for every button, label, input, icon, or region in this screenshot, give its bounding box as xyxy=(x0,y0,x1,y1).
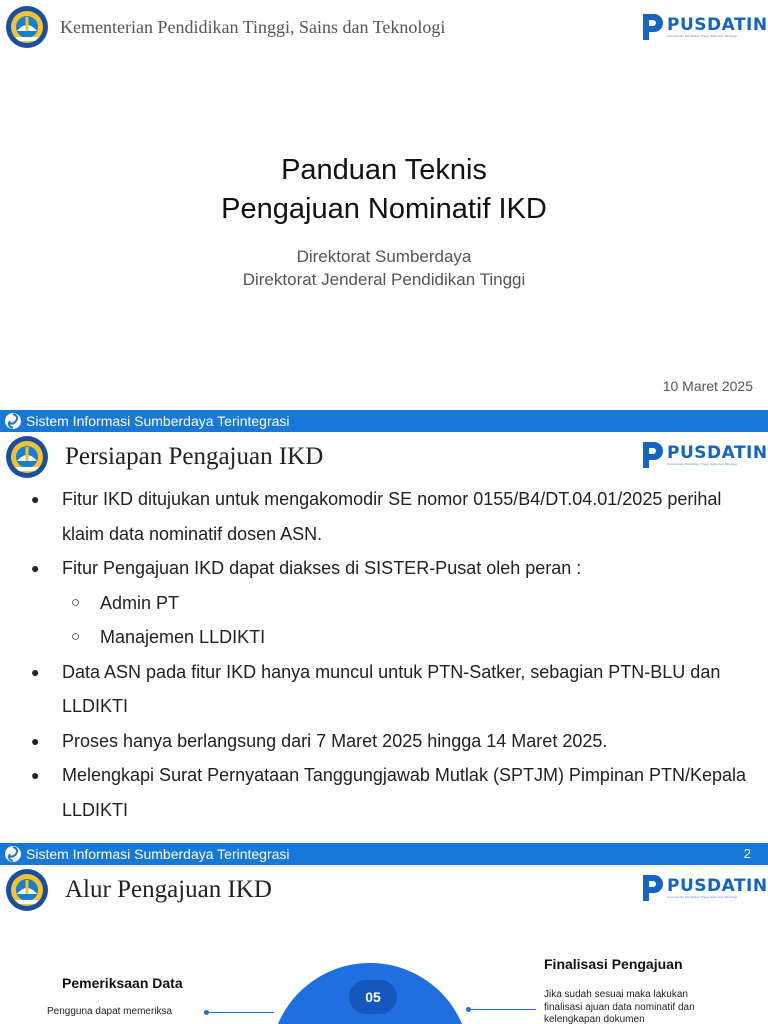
pusdatin-p-icon xyxy=(640,873,664,903)
pusdatin-logo xyxy=(640,440,768,470)
pusdatin-name: PUSDATIN xyxy=(667,443,768,463)
step-desc-left: Pengguna dapat memeriksa xyxy=(47,1006,173,1017)
pusdatin-p-icon xyxy=(640,440,664,470)
ministry-logo-icon xyxy=(5,5,49,49)
bullet-text: Melengkapi Surat Pernyataan Tanggungjawab Mutlak (SPTJM) Pimpinan PTN/Kepala LLDIKTI xyxy=(62,765,747,820)
bullet-text: Manajemen LLDIKTI xyxy=(100,627,266,647)
pusdatin-tagline: Kementerian Pendidikan Tinggi, Sains dan Teknologi xyxy=(667,34,737,38)
pusdatin-p-icon xyxy=(640,12,664,42)
step-desc-right-line2: finalisasi ajuan data nominatif dan xyxy=(544,1001,695,1013)
bullet-text: Proses hanya berlangsung dari 7 Maret 2025 hingga 14 Maret 2025. xyxy=(62,730,608,751)
bullet-item xyxy=(0,724,768,759)
bullet-marker: ○ xyxy=(71,628,81,645)
bullet-marker: ● xyxy=(31,560,40,576)
slide-title-line2: Pengajuan Nominatif IKD xyxy=(221,193,547,225)
sister-swirl-icon xyxy=(4,412,22,430)
bullet-marker: ● xyxy=(31,491,40,507)
subtitle-line2: Direktorat Jenderal Pendidikan Tinggi xyxy=(242,270,526,289)
bullet-item xyxy=(0,655,768,724)
slide-title: Persiapan Pengajuan IKD xyxy=(65,443,324,470)
preparation-slide xyxy=(0,410,768,843)
slide-title: Alur Pengajuan IKD xyxy=(65,876,272,903)
connector-left xyxy=(204,1012,274,1013)
pusdatin-name: PUSDATIN xyxy=(667,876,768,896)
step-desc-right-line1: Jika sudah sesuai maka lakukan xyxy=(544,989,688,1000)
bullet-marker: ● xyxy=(31,732,40,749)
pusdatin-tagline: Kementerian Pendidikan Tinggi, Sains dan Teknologi xyxy=(667,895,737,899)
ministry-name: Kementerian Pendidikan Tinggi, Sains dan Teknologi xyxy=(60,17,446,37)
presentation-date: 10 Maret 2025 xyxy=(662,378,753,394)
system-bar xyxy=(0,410,768,432)
step-badge: 05 xyxy=(349,980,397,1014)
pusdatin-tagline: Kementerian Pendidikan Tinggi, Sains dan Teknologi xyxy=(667,462,737,466)
bullet-marker: ○ xyxy=(71,593,81,611)
title-slide xyxy=(0,0,768,410)
bullet-item xyxy=(0,551,768,586)
system-bar-label: Sistem Informasi Sumberdaya Terintegrasi xyxy=(26,413,290,429)
bullet-text: Data ASN pada fitur IKD hanya muncul untuk PTN-Satker, sebagian PTN-BLU dan LLDIKTI xyxy=(62,661,721,716)
sub-bullet-item xyxy=(0,586,768,621)
step-desc-right xyxy=(544,989,695,1024)
subtitle-line1: Direktorat Sumberdaya xyxy=(296,247,472,266)
slide-title-line1: Panduan Teknis xyxy=(281,154,487,186)
bullet-text: Fitur IKD ditujukan untuk mengakomodir SE nomor 0155/B4/DT.04.01/2025 perihal klaim data nominatif dosen ASN. xyxy=(62,489,722,544)
page-number: 2 xyxy=(743,846,751,861)
system-bar-label: Sistem Informasi Sumberdaya Terintegrasi xyxy=(26,846,290,862)
sub-bullet-item xyxy=(0,620,768,655)
bullet-item xyxy=(0,482,768,551)
step-desc-right-line3: kelengkapan dokumen xyxy=(544,1014,645,1024)
pusdatin-logo xyxy=(640,12,768,42)
bullet-text: Fitur Pengajuan IKD dapat diakses di SISTER-Pusat oleh peran : xyxy=(62,558,582,578)
bullet-text: Admin PT xyxy=(100,592,180,613)
sister-swirl-icon xyxy=(4,845,22,863)
flow-slide xyxy=(0,843,768,1024)
bullet-item xyxy=(0,758,768,827)
pusdatin-logo xyxy=(640,873,768,903)
ministry-logo-icon xyxy=(5,435,49,479)
connector-right xyxy=(466,1009,536,1010)
system-bar xyxy=(0,843,768,865)
step-heading-right: Finalisasi Pengajuan xyxy=(544,956,683,972)
bullet-list xyxy=(0,482,768,827)
pusdatin-name: PUSDATIN xyxy=(667,15,768,35)
step-heading-left: Pemeriksaan Data xyxy=(62,975,183,991)
bullet-marker: ● xyxy=(31,663,40,680)
bullet-marker: ● xyxy=(31,767,40,783)
ministry-logo-icon xyxy=(5,868,49,912)
